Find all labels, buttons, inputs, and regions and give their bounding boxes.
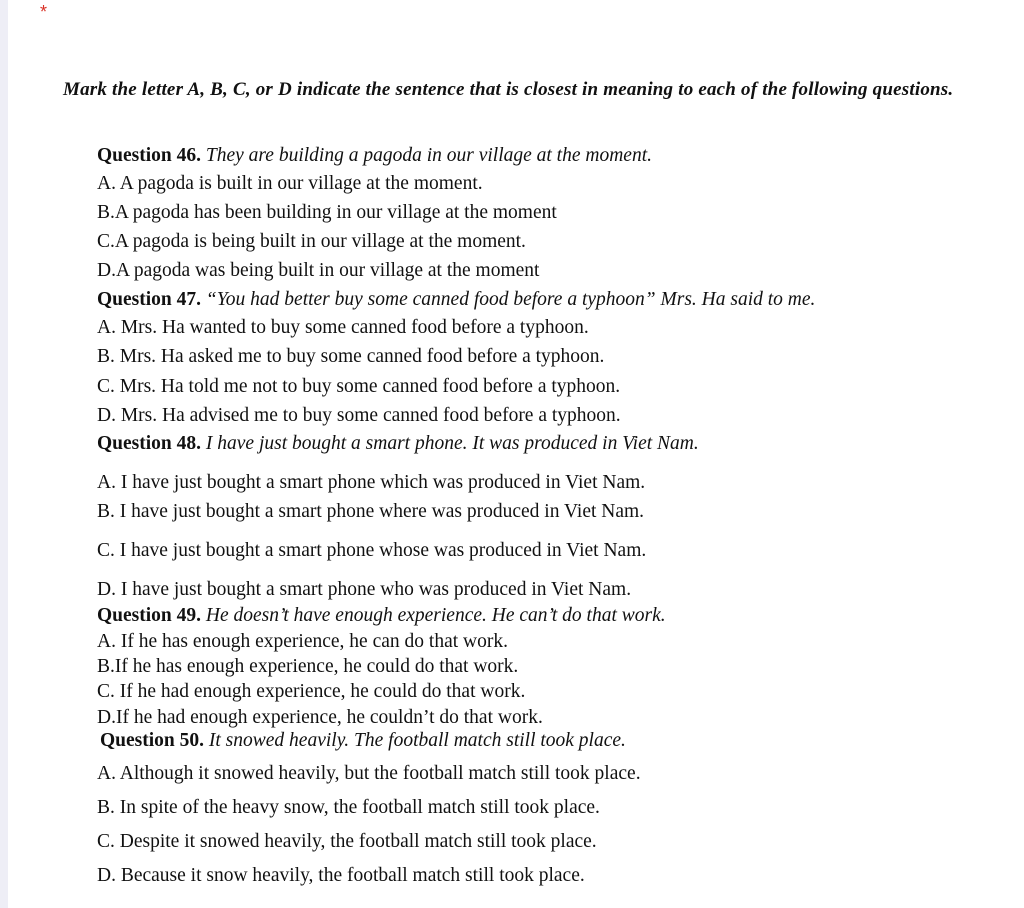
question-46-option-b: B.A pagoda has been building in our village at the moment bbox=[97, 202, 557, 223]
question-label: Question 47. bbox=[97, 289, 202, 310]
question-49-heading bbox=[97, 604, 666, 628]
question-47-option-d: D. Mrs. Ha advised me to buy some canned food before a typhoon. bbox=[97, 405, 621, 426]
instruction-text: Mark the letter A, B, C, or D indicate the sentence that is closest in meaning to each of the following questions. bbox=[63, 79, 954, 100]
question-49-option-a: A. If he has enough experience, he can do that work. bbox=[97, 631, 508, 652]
question-50-heading bbox=[100, 729, 626, 753]
question-label: Question 50. bbox=[100, 730, 205, 751]
required-marker: * bbox=[40, 2, 48, 22]
question-48-option-d: D. I have just bought a smart phone who was produced in Viet Nam. bbox=[97, 579, 632, 600]
question-46-option-d: D.A pagoda was being built in our village at the moment bbox=[97, 260, 540, 281]
left-edge-strip bbox=[0, 0, 8, 908]
question-48-option-a: A. I have just bought a smart phone which was produced in Viet Nam. bbox=[97, 472, 646, 493]
question-48-heading bbox=[97, 432, 699, 456]
question-50-option-d: D. Because it snow heavily, the football match still took place. bbox=[97, 865, 585, 886]
question-label: Question 49. bbox=[97, 605, 202, 626]
question-stem: I have just bought a smart phone. It was produced in Viet Nam. bbox=[201, 433, 699, 454]
question-49-option-c: C. If he had enough experience, he could do that work. bbox=[97, 681, 526, 702]
question-stem: “You had better buy some canned food before a typhoon” Mrs. Ha said to me. bbox=[201, 289, 816, 310]
question-47-option-b: B. Mrs. Ha asked me to buy some canned food before a typhoon. bbox=[97, 346, 605, 367]
question-48-option-c: C. I have just bought a smart phone whose was produced in Viet Nam. bbox=[97, 540, 647, 561]
question-47-option-a: A. Mrs. Ha wanted to buy some canned food before a typhoon. bbox=[97, 317, 589, 338]
question-stem: They are building a pagoda in our village at the moment. bbox=[201, 145, 652, 166]
question-50-option-b: B. In spite of the heavy snow, the football match still took place. bbox=[97, 797, 600, 818]
question-stem: He doesn’t have enough experience. He can’t do that work. bbox=[201, 605, 666, 626]
question-label: Question 48. bbox=[97, 433, 202, 454]
question-49-option-b: B.If he has enough experience, he could do that work. bbox=[97, 656, 519, 677]
question-50-option-a: A. Although it snowed heavily, but the football match still took place. bbox=[97, 763, 641, 784]
question-47-heading bbox=[97, 288, 815, 312]
question-stem: It snowed heavily. The football match still took place. bbox=[204, 730, 626, 751]
question-46-option-a: A. A pagoda is built in our village at the moment. bbox=[97, 173, 483, 194]
question-label: Question 46. bbox=[97, 145, 202, 166]
question-49-option-d: D.If he had enough experience, he couldn’t do that work. bbox=[97, 707, 543, 728]
question-46-option-c: C.A pagoda is being built in our village at the moment. bbox=[97, 231, 526, 252]
question-48-option-b: B. I have just bought a smart phone where was produced in Viet Nam. bbox=[97, 501, 645, 522]
question-47-option-c: C. Mrs. Ha told me not to buy some canned food before a typhoon. bbox=[97, 376, 621, 397]
question-50-option-c: C. Despite it snowed heavily, the football match still took place. bbox=[97, 831, 597, 852]
question-46-heading bbox=[97, 144, 652, 168]
